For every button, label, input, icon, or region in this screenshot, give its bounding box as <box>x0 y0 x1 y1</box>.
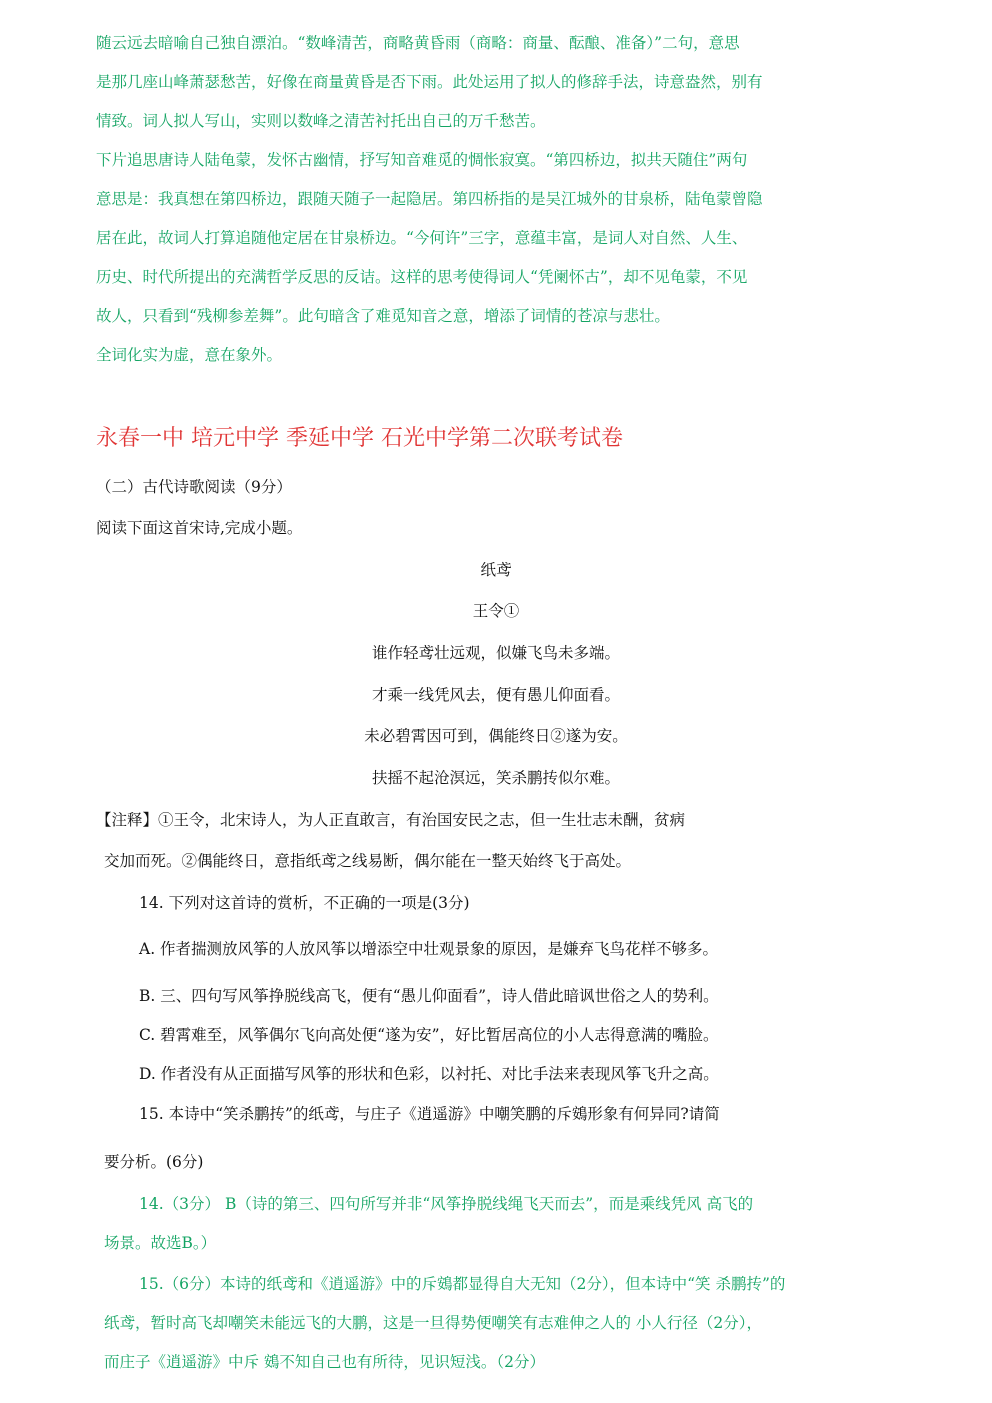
answer-15-line-1: 15.（6分）本诗的纸鸢和《逍遥游》中的斥鴳都显得自大无知（2分），但本诗中“笑 杀鹏抟”的 <box>139 1275 786 1293</box>
analysis-line-3: 情致。词人拟人写山，实则以数峰之清苦衬托出自己的万千愁苦。 <box>96 112 546 130</box>
poem-line-3: 未必碧霄因可到，偶能终日②遂为安。 <box>364 727 628 745</box>
answer-14-line-2: 场景。故选B。） <box>104 1234 217 1252</box>
question-14-stem: 14. 下列对这首诗的赏析，不正确的一项是(3分) <box>139 894 470 912</box>
section-heading: （二）古代诗歌阅读（9分） <box>96 478 292 496</box>
analysis-line-5: 意思是：我真想在第四桥边，跟随天随子一起隐居。第四桥指的是吴江城外的甘泉桥，陆龟蒙曾隐 <box>96 190 763 208</box>
question-14-option-c: C. 碧霄难至，风筝偶尔飞向高处便“遂为安”，好比暂居高位的小人志得意满的嘴脸。 <box>139 1026 719 1044</box>
answer-14-line-1: 14.（3分） B（诗的第三、四句所写并非“风筝挣脱线绳飞天而去”，而是乘线凭风 高飞的 <box>139 1195 754 1213</box>
analysis-line-7: 历史、时代所提出的充满哲学反思的反诘。这样的思考使得词人“凭阑怀古”，却不见龟蒙，不见 <box>96 268 748 286</box>
analysis-line-2: 是那几座山峰萧瑟愁苦，好像在商量黄昏是否下雨。此处运用了拟人的修辞手法，诗意盎然，别有 <box>96 73 763 91</box>
poem-line-2: 才乘一线凭风去，便有愚儿仰面看。 <box>371 686 620 704</box>
question-14-option-d: D. 作者没有从正面描写风筝的形状和色彩，以衬托、对比手法来表现风筝飞升之高。 <box>139 1065 719 1083</box>
question-14-option-b: B. 三、四句写风筝挣脱线高飞，便有“愚儿仰面看”，诗人借此暗讽世俗之人的势利。 <box>139 987 719 1005</box>
exam-title: 永春一中 培元中学 季延中学 石光中学第二次联考试卷 <box>96 426 623 451</box>
question-15-line-1: 15. 本诗中“笑杀鹏抟”的纸鸢，与庄子《逍遥游》中嘲笑鹏的斥鴳形象有何异同?请简 <box>139 1105 720 1123</box>
instruction-text: 阅读下面这首宋诗,完成小题。 <box>96 519 303 537</box>
question-15-line-2: 要分析。(6分) <box>104 1153 204 1171</box>
poem-author: 王令① <box>472 602 520 620</box>
notes-line-1: 【注释】①王令，北宋诗人，为人正直敢言，有治国安民之志，但一生壮志未酬，贫病 <box>96 811 686 829</box>
poem-line-1: 谁作轻鸢壮远观，似嫌飞鸟未多端。 <box>371 644 620 662</box>
notes-line-2: 交加而死。②偶能终日，意指纸鸢之线易断，偶尔能在一整天始终飞于高处。 <box>104 852 632 870</box>
analysis-line-9: 全词化实为虚，意在象外。 <box>96 346 283 364</box>
question-14-option-a: A. 作者揣测放风筝的人放风筝以增添空中壮观景象的原因，是嫌弃飞鸟花样不够多。 <box>139 940 719 958</box>
poem-title: 纸鸢 <box>480 561 512 579</box>
analysis-line-1: 随云远去暗喻自己独自漂泊。“数峰清苦，商略黄昏雨（商略：商量、酝酿、准备）”二句，意思 <box>96 34 740 52</box>
analysis-line-4: 下片追思唐诗人陆龟蒙，发怀古幽情，抒写知音难觅的惆怅寂寞。“第四桥边，拟共天随住”两句 <box>96 151 748 169</box>
analysis-line-6: 居在此，故词人打算追随他定居在甘泉桥边。“今何许”三字，意蕴丰富，是词人对自然、人生、 <box>96 229 748 247</box>
poem-line-4: 扶摇不起沧溟远，笑杀鹏抟似尔难。 <box>371 769 620 787</box>
analysis-line-8: 故人，只看到“残柳参差舞”。此句暗含了难觅知音之意，增添了词情的苍凉与悲壮。 <box>96 307 670 325</box>
answer-15-line-3: 而庄子《逍遥游》中斥 鴳不知自己也有所待，见识短浅。（2分） <box>104 1353 546 1371</box>
answer-15-line-2: 纸鸢，暂时高飞却嘲笑未能远飞的大鹏，这是一旦得势便嘲笑有志难伸之人的 小人行径（2分）， <box>104 1314 763 1332</box>
